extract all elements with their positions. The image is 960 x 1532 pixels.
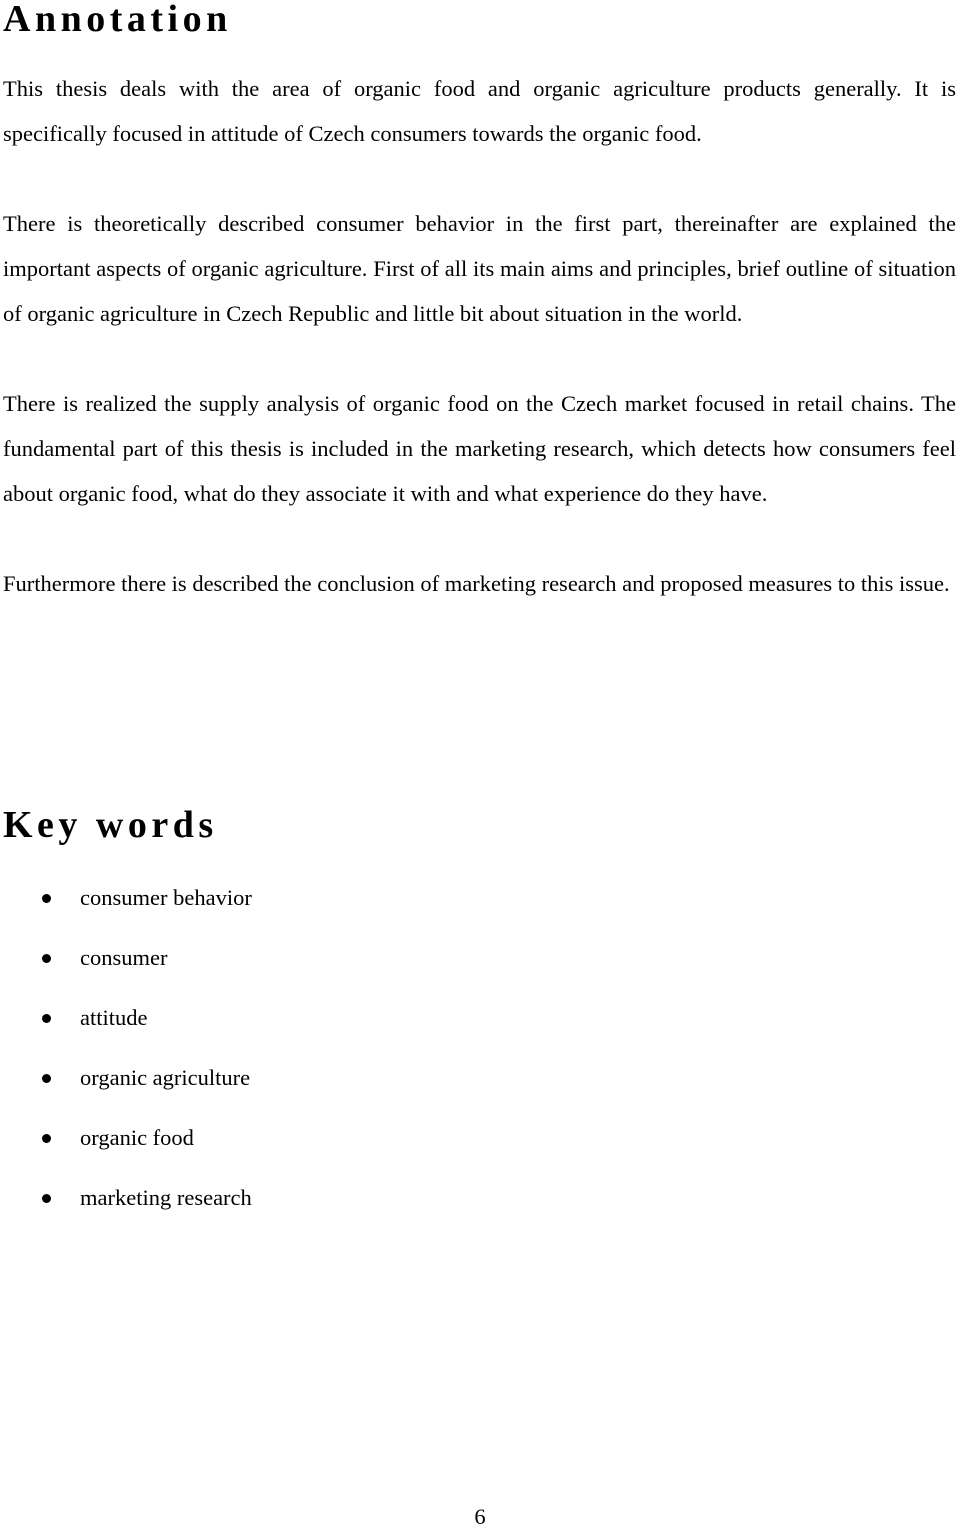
keywords-heading: Key words <box>3 804 218 846</box>
annotation-paragraph: There is theoretically described consumer behavior in the first part, thereinafter are explained the important aspects of organic agriculture. First of all its main aims and principles, brief outline of situation of organic agriculture in Czech Republic and little bit about situation in the world. <box>3 211 956 326</box>
bullet-icon <box>42 1014 51 1023</box>
annotation-body <box>3 66 956 651</box>
bullet-icon <box>42 1074 51 1083</box>
bullet-icon <box>42 1134 51 1143</box>
page-number: 6 <box>474 1504 486 1529</box>
bullet-icon <box>42 1194 51 1203</box>
keyword-text: consumer behavior <box>80 885 252 910</box>
keyword-text: marketing research <box>80 1185 252 1210</box>
keyword-text: consumer <box>80 945 168 970</box>
bullet-icon <box>42 894 51 903</box>
annotation-paragraph: There is realized the supply analysis of organic food on the Czech market focused in retail chains. The fundamental part of this thesis is included in the marketing research, which detects how consumers feel about organic food, what do they associate it with and what experience do they have. <box>3 391 956 506</box>
annotation-paragraph: This thesis deals with the area of organic food and organic agriculture products generally. It is specifically focused in attitude of Czech consumers towards the organic food. <box>3 76 956 146</box>
keyword-text: attitude <box>80 1005 148 1030</box>
bullet-icon <box>42 954 51 963</box>
annotation-heading: Annotation <box>3 0 232 40</box>
annotation-paragraph: Furthermore there is described the conclusion of marketing research and proposed measures to this issue. <box>3 571 950 596</box>
keyword-text: organic agriculture <box>80 1065 251 1090</box>
keyword-text: organic food <box>80 1125 194 1150</box>
